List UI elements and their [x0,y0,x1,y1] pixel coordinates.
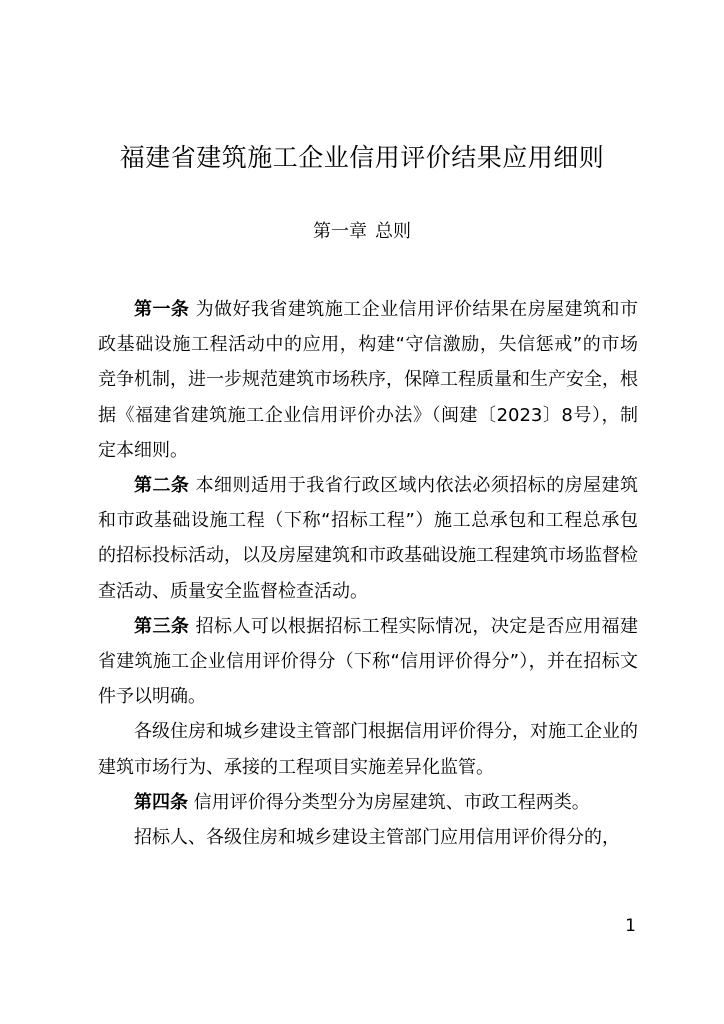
chapter-heading [0,218,724,246]
article-text: 本细则适用于我省行政区域内依法必须招标的房屋建筑和市政基础设施工程（下称“招标工程”）施工总承包和工程总承包的招标投标活动，以及房屋建筑和市政基础设施工程建筑市场监督检查活动、质量安全监督检查活动。 [98,475,639,602]
chapter-title: 总则 [375,221,411,242]
article-text: 招标人、各级住房和城乡建设主管部门应用信用评价得分的， [134,827,620,849]
article-label: 第四条 [134,791,188,813]
page-number: 1 [625,916,636,936]
article-label: 第一条 [134,299,190,320]
document-title: 福建省建筑施工企业信用评价结果应用细则 [119,143,605,172]
article-paragraph [98,785,638,820]
article-paragraph [98,609,638,715]
document-body [98,292,638,855]
article-text: 各级住房和城乡建设主管部门根据信用评价得分，对施工企业的建筑市场行为、承接的工程项目实施差异化监管。 [98,721,638,778]
article-paragraph [98,820,638,855]
article-text: 信用评价得分类型分为房屋建筑、市政工程两类。 [193,791,590,813]
article-label: 第二条 [134,475,190,497]
article-text: 招标人可以根据招标工程实际情况，决定是否应用福建省建筑施工企业信用评价得分（下称“信用评价得分”），并在招标文件予以明确。 [98,615,639,708]
article-label: 第三条 [134,615,190,637]
article-paragraph [98,468,638,609]
article-paragraph [98,714,638,784]
article-text: 为做好我省建筑施工企业信用评价结果在房屋建筑和市政基础设施工程活动中的应用，构建“守信激励，失信惩戒”的市场竞争机制，进一步规范建筑市场秩序，保障工程质量和生产安全，根据《福建省建筑施工企业信用评价办法》（闽建〔2023〕8号），制定本细则。 [98,299,639,461]
article-paragraph [98,292,638,468]
chapter-number: 第一章 [313,221,367,242]
